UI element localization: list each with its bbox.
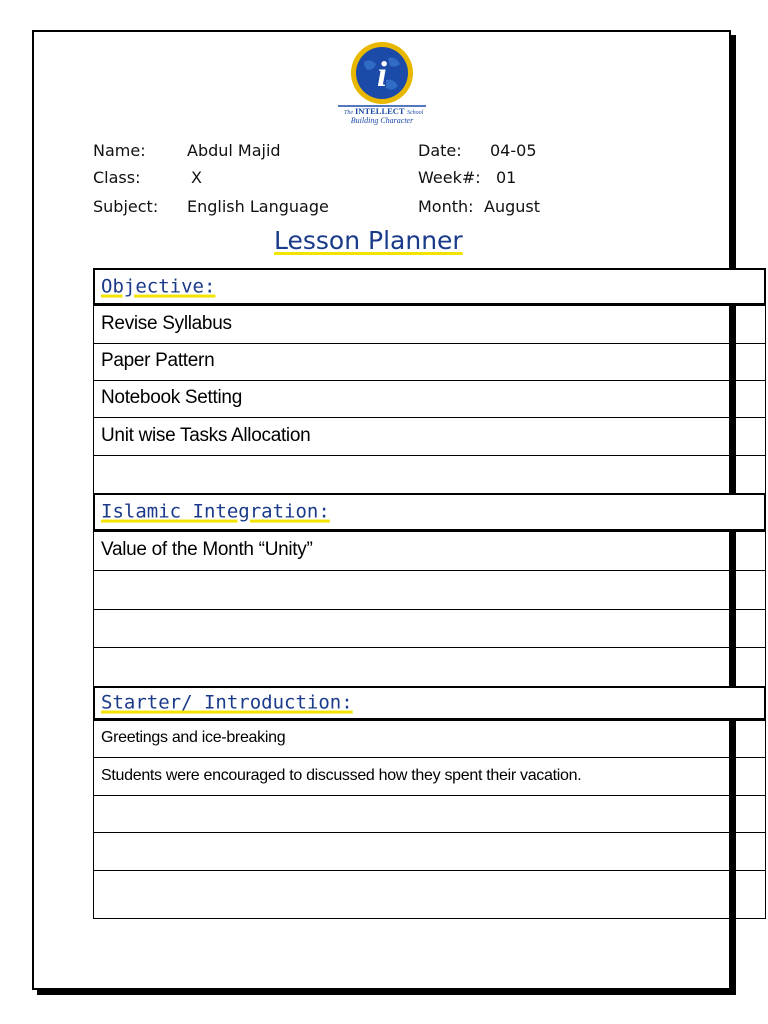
islamic-integration-row <box>93 647 766 686</box>
logo-prefix: The <box>344 110 353 116</box>
objective-row-text: Notebook Setting <box>101 386 242 408</box>
islamic-integration-header <box>93 493 766 531</box>
objective-header <box>93 268 766 305</box>
logo-school-name: INTELLECT <box>355 106 405 116</box>
name-value: Abdul Majid <box>187 141 281 160</box>
islamic-integration-heading: Islamic Integration: <box>101 500 330 523</box>
month-value: August <box>484 197 540 216</box>
week-label: Week#: <box>418 168 481 187</box>
starter-introduction-heading: Starter/ Introduction: <box>101 691 353 714</box>
class-label: Class: <box>93 168 141 187</box>
islamic-integration-row <box>93 570 766 609</box>
starter-row <box>93 720 766 757</box>
month-label: Month: <box>418 197 474 216</box>
info-glyph-icon: i <box>376 54 388 94</box>
objective-row-text: Unit wise Tasks Allocation <box>101 424 311 446</box>
subject-label: Subject: <box>93 197 159 216</box>
starter-row <box>93 795 766 832</box>
objective-row <box>93 305 766 343</box>
starter-row <box>93 757 766 795</box>
subject-value: English Language <box>187 197 329 216</box>
objective-row <box>93 417 766 455</box>
name-label: Name: <box>93 141 146 160</box>
islamic-integration-row-text: Value of the Month “Unity” <box>101 538 313 560</box>
objective-heading: Objective: <box>101 275 216 298</box>
objective-row <box>93 455 766 493</box>
week-value: 01 <box>496 168 517 187</box>
objective-row <box>93 380 766 417</box>
page-title: Lesson Planner <box>274 226 463 255</box>
starter-introduction-header <box>93 686 766 720</box>
starter-row-text: Students were encouraged to discussed how they spent their vacation. <box>101 766 582 784</box>
islamic-integration-row <box>93 531 766 570</box>
starter-row <box>93 832 766 870</box>
date-value: 04-05 <box>490 141 537 160</box>
islamic-integration-row <box>93 609 766 647</box>
class-value: X <box>191 168 202 187</box>
school-logo <box>334 40 430 126</box>
logo-suffix: School <box>407 110 424 116</box>
date-label: Date: <box>418 141 462 160</box>
objective-row-text: Revise Syllabus <box>101 312 232 334</box>
starter-row <box>93 870 766 919</box>
objective-row <box>93 343 766 380</box>
objective-row-text: Paper Pattern <box>101 349 215 371</box>
starter-row-text: Greetings and ice-breaking <box>101 729 286 747</box>
logo-tagline: Building Character <box>350 116 414 125</box>
